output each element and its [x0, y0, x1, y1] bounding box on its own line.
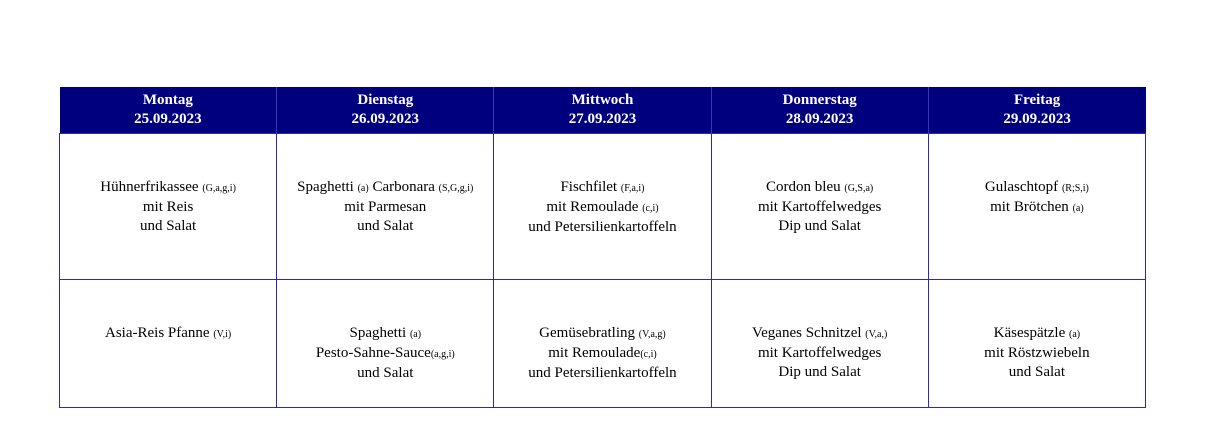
dish-line: [931, 324, 1143, 344]
day-date: 27.09.2023: [568, 111, 637, 127]
side-dish-line: [279, 344, 491, 364]
dish-name: Hühnerfrikassee: [100, 179, 199, 195]
side-dish: und Salat: [357, 218, 414, 234]
dish-line: [279, 178, 491, 198]
side-dish: mit Reis: [142, 199, 194, 215]
side-dish: Dip und Salat: [778, 218, 861, 234]
dish-line: [62, 324, 274, 344]
allergen-codes: (c,i): [642, 203, 659, 214]
day-name: Mittwoch: [571, 92, 634, 108]
side-dish: und Petersilienkartoffeln: [528, 365, 677, 382]
side-dish: mit Remoulade: [548, 345, 641, 362]
day-date: 28.09.2023: [785, 111, 854, 127]
day-header-wednesday: [494, 87, 711, 134]
dish-line: [714, 178, 926, 198]
dish-name: Gulaschtopf: [984, 179, 1059, 195]
dish-name: Veganes Schnitzel: [751, 325, 862, 342]
allergen-codes: (G,a,g,i): [202, 183, 236, 194]
menu-cell-tuesday-1: [277, 134, 494, 280]
menu-cell-tuesday-2: [277, 280, 494, 408]
allergen-codes: (a): [409, 329, 422, 341]
day-header-friday: [928, 87, 1145, 134]
dish-name: Käsespätzle: [993, 325, 1066, 342]
allergen-codes: (R;S,i): [1061, 183, 1089, 194]
dish-name: Asia-Reis Pfanne: [105, 325, 210, 342]
side-dish: mit Brötchen: [990, 199, 1069, 215]
menu-cell-friday-2: [928, 280, 1145, 408]
side-dish: mit Parmesan: [344, 199, 427, 215]
allergen-codes: (a): [1072, 203, 1084, 214]
day-header-thursday: [711, 87, 928, 134]
day-name: Dienstag: [357, 92, 414, 108]
allergen-codes: (G,S,a): [844, 183, 874, 194]
allergen-codes: (a,g,i): [430, 349, 455, 361]
allergen-codes: (V,a,): [865, 329, 888, 341]
menu-cell-wednesday-1: [494, 134, 711, 280]
header-row: [60, 87, 1146, 134]
side-dish-line: [931, 198, 1143, 218]
side-dish: mit Röstzwiebeln: [984, 345, 1090, 362]
side-dish-line: [496, 198, 708, 218]
day-header-tuesday: [277, 87, 494, 134]
allergen-codes: (F,a,i): [620, 183, 645, 194]
side-dish: und Salat: [1008, 364, 1065, 381]
menu-cell-monday-1: [60, 134, 277, 280]
day-date: 26.09.2023: [351, 111, 420, 127]
allergen-codes: (V,a,g): [638, 329, 666, 341]
day-date: 25.09.2023: [134, 111, 202, 127]
allergen-codes: (V,i): [213, 329, 232, 341]
side-dish-line: [496, 344, 708, 364]
weekly-menu-table: [59, 87, 1146, 408]
day-name: Freitag: [1013, 92, 1061, 108]
day-date: 29.09.2023: [1003, 111, 1071, 127]
allergen-codes: (a): [357, 183, 369, 194]
dish-name: Fischfilet: [560, 179, 618, 195]
dish-name: Carbonara: [372, 179, 435, 195]
side-dish: und Salat: [357, 365, 414, 382]
side-dish: und Salat: [139, 218, 197, 234]
menu-row-2: [60, 280, 1146, 408]
allergen-codes: (c,i): [640, 349, 657, 361]
side-dish: mit Kartoffelwedges: [757, 345, 882, 362]
day-header-monday: [60, 87, 277, 134]
side-dish: mit Remoulade: [546, 199, 639, 215]
allergen-codes: (a): [1069, 329, 1081, 341]
side-dish: Pesto-Sahne-Sauce: [315, 345, 431, 362]
dish-name: Cordon bleu: [766, 179, 841, 195]
allergen-codes: (S,G,g,i): [438, 183, 474, 194]
dish-line: [496, 178, 708, 198]
menu-cell-wednesday-2: [494, 280, 711, 408]
dish-name: Spaghetti: [297, 179, 354, 195]
dish-line: [931, 178, 1143, 198]
side-dish: Dip und Salat: [778, 364, 861, 381]
dish-name: Gemüsebratling: [539, 325, 635, 342]
menu-cell-friday-1: [928, 134, 1145, 280]
dish-line: [496, 324, 708, 344]
menu-cell-monday-2: [60, 280, 277, 408]
day-name: Montag: [142, 92, 193, 108]
dish-line: [714, 324, 926, 344]
menu-cell-thursday-1: [711, 134, 928, 280]
dish-line: [279, 324, 491, 344]
side-dish: und Petersilienkartoffeln: [528, 219, 677, 235]
menu-row-1: [60, 134, 1146, 280]
menu-cell-thursday-2: [711, 280, 928, 408]
dish-line: [62, 178, 274, 198]
side-dish: mit Kartoffelwedges: [757, 199, 882, 215]
day-name: Donnerstag: [782, 92, 857, 108]
dish-name: Spaghetti: [349, 325, 407, 342]
